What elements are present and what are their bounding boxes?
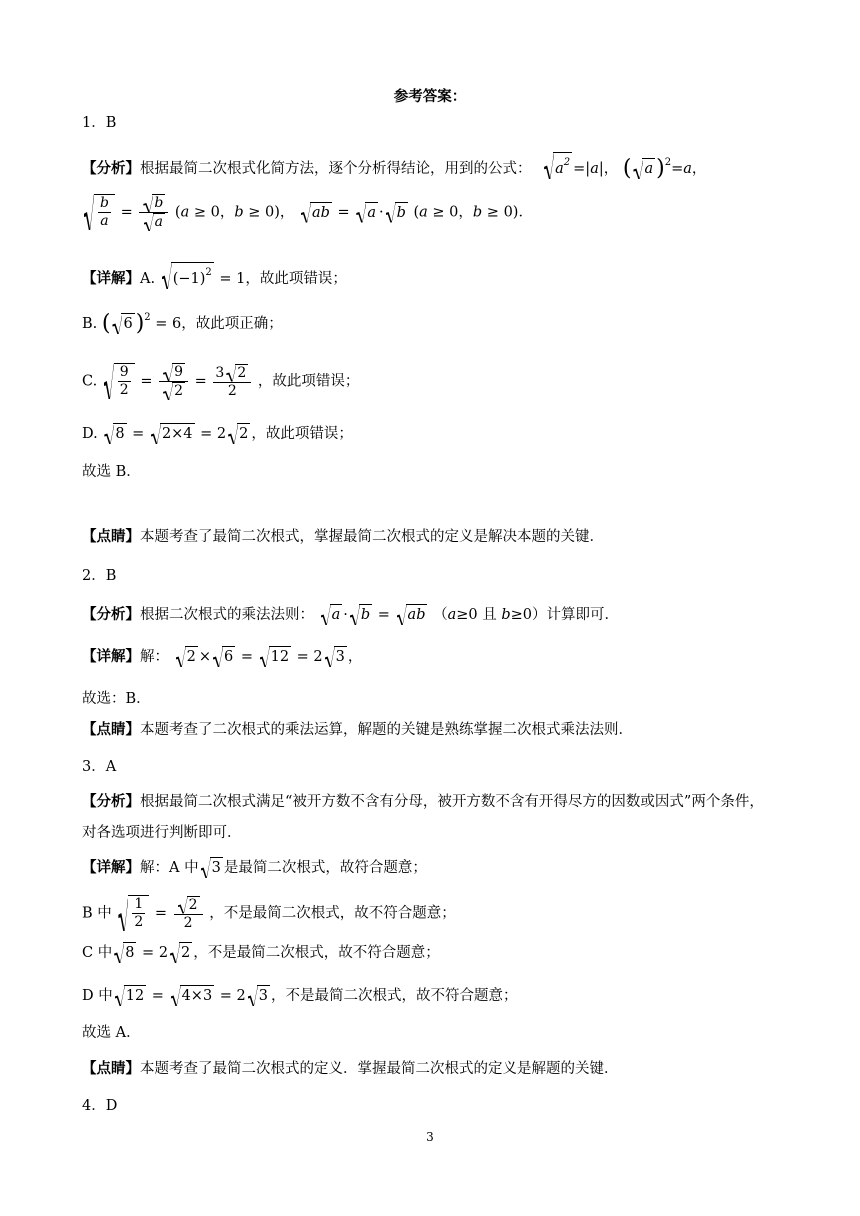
q3-detail-d: D 中 12 = 4×3 = 2 3 ，不是最简二次根式，故不符合题意； bbox=[82, 985, 518, 1006]
q4-answer: 4．D bbox=[82, 1098, 118, 1114]
q3-conclusion: 故选 A． bbox=[82, 1025, 141, 1041]
q1-detail-b: B. ( 6 )$^2$ = 6，故此项正确； bbox=[82, 311, 283, 336]
comment-tag: 【点睛】 bbox=[82, 721, 140, 738]
q3-detail-a: 【详解】解：A 中 3 是最简二次根式，故符合题意； bbox=[82, 859, 427, 876]
analysis-text: 根据最简二次根式满足“被开方数不含有分母，被开方数不含有开得尽方的因数或因式”两个条件， bbox=[140, 794, 764, 810]
q1-detail-c: C. $\frac{9}{2}$ = $\frac{9}{2}$ = $\frac{3 2}{2}$ ，故此项错误； bbox=[82, 364, 360, 399]
q2-comment bbox=[82, 720, 633, 740]
analysis-tag: 【分析】 bbox=[82, 160, 140, 177]
q2-answer: 2．B bbox=[82, 568, 117, 584]
analysis-tag: 【分析】 bbox=[82, 606, 140, 623]
q1-formula-line: $\frac{b}{a}$ = $\frac{b}{a}$ (a ≥ 0，b ≥ 0)， ab = a · b (a ≥ 0，b ≥ 0)． bbox=[82, 194, 533, 231]
q1-conclusion: 故选 B． bbox=[82, 464, 141, 480]
comment-tag: 【点睛】 bbox=[82, 528, 140, 545]
q3-answer: 3．A bbox=[82, 759, 117, 775]
detail-tag: 【详解】 bbox=[82, 270, 140, 287]
q3-detail-b: B 中 $\frac{1}{2}$ = $\frac{2}{2}$ ，不是最简二次根式，故不符合题意； bbox=[82, 896, 456, 931]
page-title: 参考答案： bbox=[393, 88, 467, 105]
q1-detail-d: D. 8 = 2×4 = 2 2 ，故此项错误； bbox=[82, 423, 353, 444]
q2-detail: 【详解】解： 2 × 6 = 12 = 2 3 ， bbox=[82, 648, 363, 665]
q2-conclusion: 故选：B． bbox=[82, 691, 151, 707]
comment-text: 本题考查了最简二次根式，掌握最简二次根式的定义是解决本题的关键． bbox=[140, 529, 604, 545]
comment-text: 本题考查了二次根式的乘法运算，解题的关键是熟练掌握二次根式乘法法则． bbox=[140, 722, 633, 738]
formula-abs: $a^2 =|a|$， ( a )$^2$=a， bbox=[542, 161, 706, 177]
q3-detail-c: C 中 8 = 2 2 ，不是最简二次根式，故不符合题意； bbox=[82, 942, 440, 963]
q1-comment bbox=[82, 527, 604, 547]
q1-answer: 1．B bbox=[82, 115, 117, 131]
q1-analysis bbox=[82, 152, 706, 179]
analysis-text: 根据最简二次根式化简方法，逐个分析得结论，用到的公式： bbox=[140, 161, 532, 177]
q3-analysis-1 bbox=[82, 792, 764, 812]
page-number: 3 bbox=[426, 1130, 434, 1144]
detail-tag: 【详解】 bbox=[82, 648, 140, 665]
detail-tag: 【详解】 bbox=[82, 859, 140, 876]
q1-detail-a: 【详解】A. $(-1)^2 = 1$，故此项错误； bbox=[82, 262, 347, 289]
comment-tag: 【点睛】 bbox=[82, 1060, 140, 1077]
analysis-tag: 【分析】 bbox=[82, 793, 140, 810]
comment-text: 本题考查了最简二次根式的定义．掌握最简二次根式的定义是解题的关键． bbox=[140, 1061, 619, 1077]
q3-comment bbox=[82, 1059, 619, 1079]
q3-analysis-2: 对各选项进行判断即可． bbox=[82, 825, 242, 841]
q2-analysis: 【分析】根据二次根式的乘法法则： a · b = ab （a≥0 且 b≥0）计算即可． bbox=[82, 606, 620, 623]
